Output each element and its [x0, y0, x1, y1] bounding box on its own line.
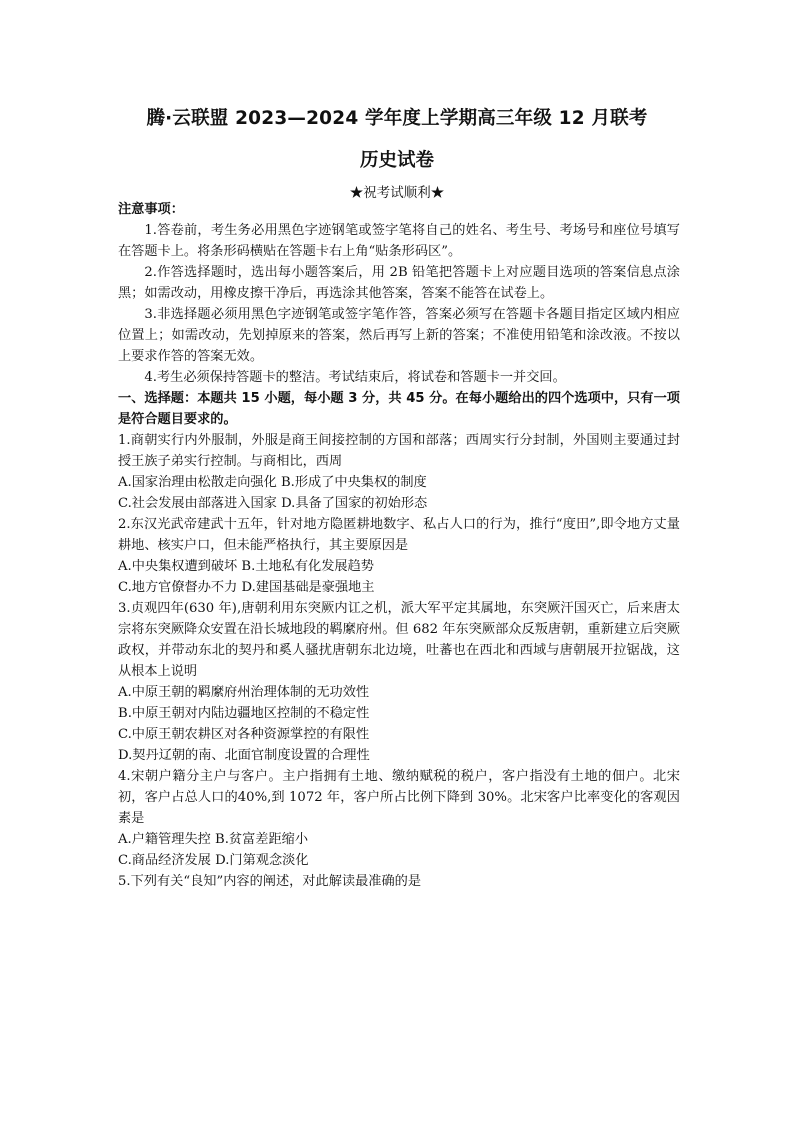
question-options: C.地方官僚督办不力 D.建国基础是豪强地主 [118, 580, 375, 595]
question-options: D.契丹辽朝的南、北面官制度设置的合理性 [118, 748, 370, 763]
question-options: A.户籍管理失控 B.贫富差距缩小 [118, 832, 309, 847]
good-luck-line: ★祝考试顺利★ [349, 185, 445, 201]
subject-title: 历史试卷 [359, 150, 434, 171]
question-options: A.国家治理由松散走向强化 B.形成了中央集权的制度 [118, 475, 427, 490]
notice-item: 1.答卷前，考生务必用黑色字迹钢笔或签字笔将自己的姓名、考生号、考场号和座位号填写在答题卡上。将条形码横贴在答题卡右上角“贴条形码区”。 [118, 223, 680, 259]
notice-item: 4.考生必须保持答题卡的整洁。考试结束后，将试卷和答题卡一并交回。 [144, 370, 566, 385]
question-stem: 1.商朝实行内外服制，外服是商王间接控制的方国和部落；西周实行分封制，外国则主要通过封授王族子弟实行控制。与商相比，西周 [118, 433, 680, 469]
question-options: C.社会发展由部落进入国家 D.具备了国家的初始形态 [118, 496, 428, 511]
exam-title: 腾·云联盟 2023—2024 学年度上学期高三年级 12 月联考 [146, 108, 648, 129]
question-options: C.中原王朝农耕区对各种资源掌控的有限性 [118, 727, 370, 742]
question-stem: 2.东汉光武帝建武十五年，针对地方隐匿耕地数字、私占人口的行为，推行“度田”,即令地方丈量耕地、核实户口，但未能严格执行，其主要原因是 [118, 517, 680, 553]
question-options: B.中原王朝对内陆边疆地区控制的不稳定性 [118, 706, 370, 721]
question-stem: 5.下列有关“良知”内容的阐述，对此解读最准确的是 [118, 874, 422, 889]
question-options: C.商品经济发展 D.门第观念淡化 [118, 853, 309, 868]
exam-body [118, 199, 680, 892]
question-stem: 3.贞观四年(630 年),唐朝利用东突厥内讧之机，派大军平定其属地，东突厥汗国灭亡，后来唐太宗将东突厥降众安置在沿长城地段的羁縻府州。但 682 年东突厥部众反叛唐朝，重新建立后突厥政权，并带动东北的契丹和奚人骚扰唐朝东北边境，吐蕃也在西北和西域与唐朝展开拉锯战，这从根本上说明 [118, 601, 680, 679]
question-options: A.中央集权遭到破坏 B.土地私有化发展趋势 [118, 559, 374, 574]
question-stem: 4.宋朝户籍分主户与客户。主户指拥有土地、缴纳赋税的税户，客户指没有土地的佃户。北宋初，客户占总人口的40%,到 1072 年，客户所占比例下降到 30%。北宋客户比率变化的客观因素是 [118, 769, 680, 826]
notice-item: 3.非选择题必须用黑色字迹钢笔或签字笔作答，答案必须写在答题卡各题目指定区域内相应位置上；如需改动，先划掉原来的答案，然后再写上新的答案；不准使用铅笔和涂改液。不按以上要求作答的答案无效。 [118, 307, 680, 364]
question-options: A.中原王朝的羁縻府州治理体制的无功效性 [118, 685, 370, 700]
notice-item: 2.作答选择题时，选出每小题答案后，用 2B 铅笔把答题卡上对应题目选项的答案信息点涂黑；如需改动，用橡皮擦干净后，再选涂其他答案，答案不能答在试卷上。 [118, 265, 680, 301]
section-heading: 一、选择题：本题共 15 小题，每小题 3 分，共 45 分。在每小题给出的四个选项中，只有一项是符合题目要求的。 [118, 391, 680, 427]
notice-heading: 注意事项： [118, 202, 184, 217]
